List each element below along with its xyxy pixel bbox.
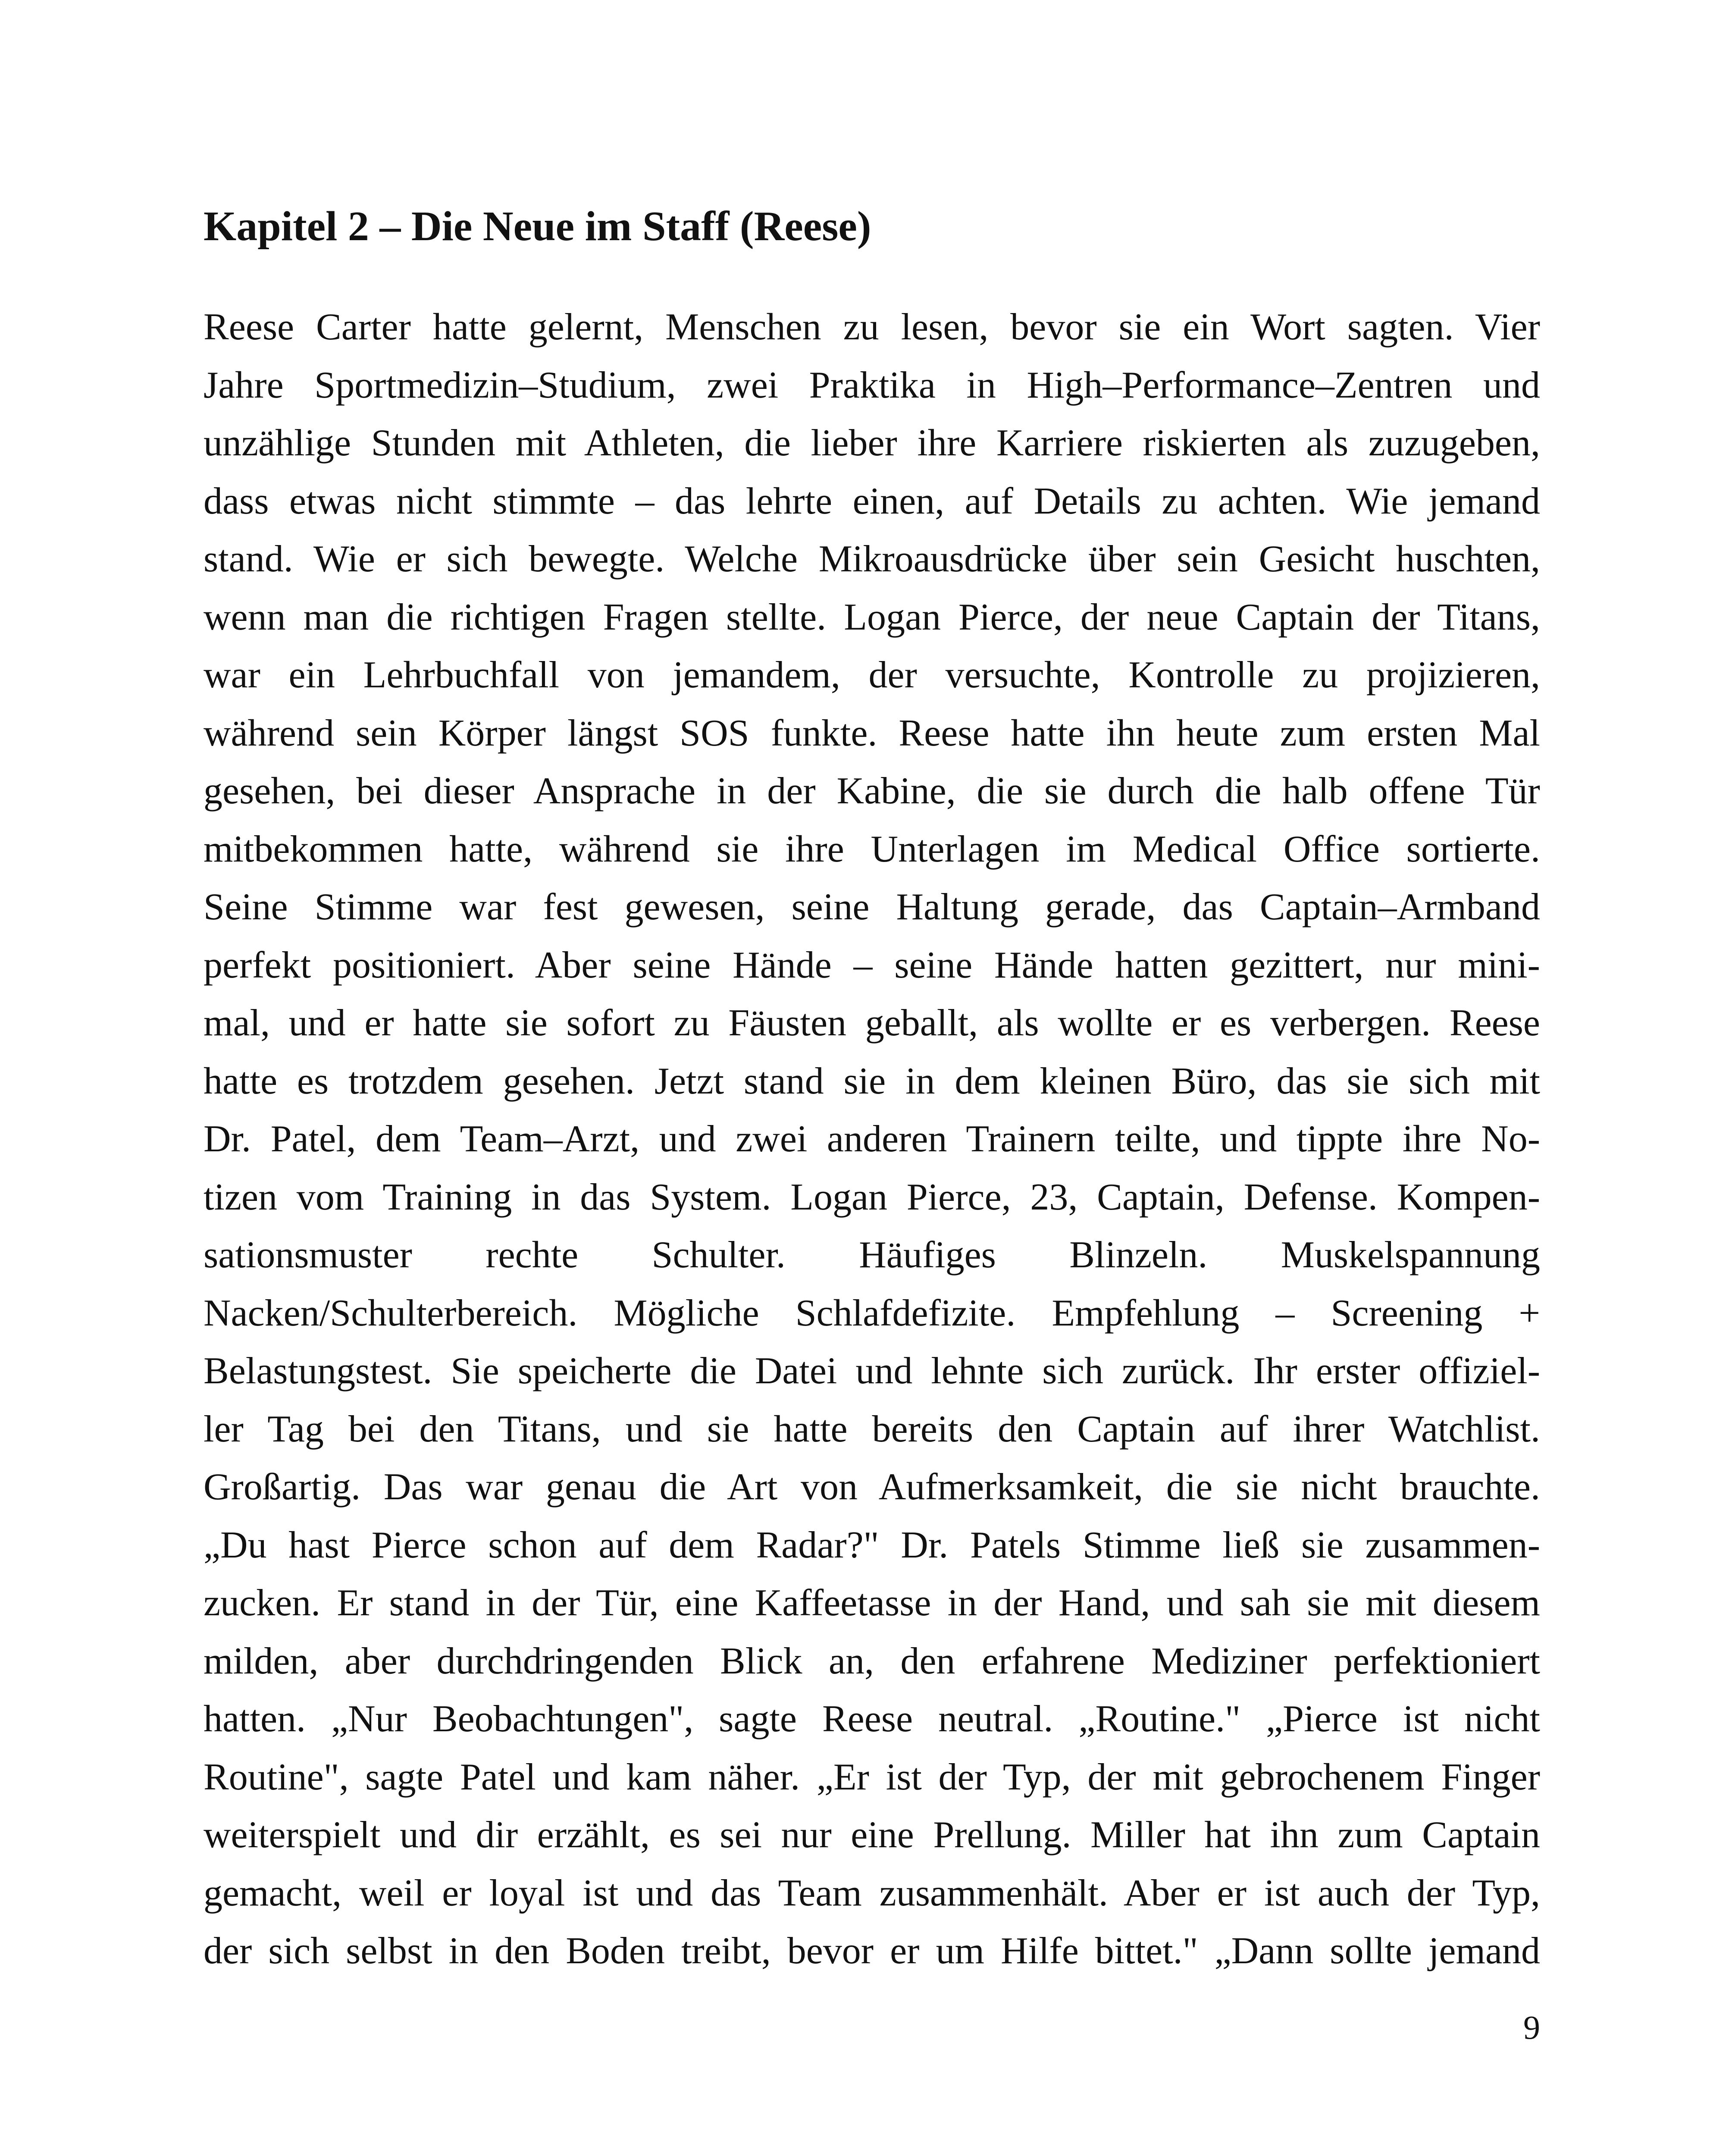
paragraph-line: stand. Wie er sich bewegte. Welche Mikroausdrücke über sein Gesicht huschten, xyxy=(204,538,1540,580)
paragraph-line: zucken. Er stand in der Tür, eine Kaffeetasse in der Hand, und sah sie mit diesem xyxy=(204,1582,1540,1624)
paragraph-line: gemacht, weil er loyal ist und das Team zusammenhält. Aber er ist auch der Typ, xyxy=(204,1872,1540,1914)
page-number: 9 xyxy=(1523,2009,1540,2046)
paragraph-line: wenn man die richtigen Fragen stellte. Logan Pierce, der neue Captain der Titans, xyxy=(204,596,1540,638)
paragraph-line: Dr. Patel, dem Team–Arzt, und zwei anderen Trainern teilte, und tippte ihre No- xyxy=(204,1118,1540,1160)
body-paragraph xyxy=(204,298,1540,1981)
paragraph-line: perfekt positioniert. Aber seine Hände – seine Hände hatten gezittert, nur mini- xyxy=(204,944,1540,986)
paragraph-line: war ein Lehrbuchfall von jemandem, der versuchte, Kontrolle zu projizieren, xyxy=(204,654,1540,696)
paragraph-line: „Du hast Pierce schon auf dem Radar?" Dr. Patels Stimme ließ sie zusammen- xyxy=(204,1524,1540,1566)
paragraph-line: mal, und er hatte sie sofort zu Fäusten geballt, als wollte er es verbergen. Reese xyxy=(204,1002,1540,1044)
paragraph-line: milden, aber durchdringenden Blick an, den erfahrene Mediziner perfektioniert xyxy=(204,1640,1540,1682)
paragraph-line: weiterspielt und dir erzählt, es sei nur eine Prellung. Miller hat ihn zum Captain xyxy=(204,1814,1540,1856)
paragraph-line: dass etwas nicht stimmte – das lehrte einen, auf Details zu achten. Wie jemand xyxy=(204,480,1540,522)
paragraph-line: Seine Stimme war fest gewesen, seine Haltung gerade, das Captain–Armband xyxy=(204,886,1540,928)
paragraph-line: hatten. „Nur Beobachtungen", sagte Reese neutral. „Routine." „Pierce ist nicht xyxy=(204,1698,1540,1740)
paragraph-line: unzählige Stunden mit Athleten, die lieber ihre Karriere riskierten als zuzugeben, xyxy=(204,422,1540,464)
paragraph-line: mitbekommen hatte, während sie ihre Unterlagen im Medical Office sortierte. xyxy=(204,828,1540,870)
paragraph-line: Routine", sagte Patel und kam näher. „Er ist der Typ, der mit gebrochenem Finger xyxy=(204,1756,1540,1798)
paragraph-line: während sein Körper längst SOS funkte. Reese hatte ihn heute zum ersten Mal xyxy=(204,712,1540,754)
paragraph-line: Nacken/Schulterbereich. Mögliche Schlafdefizite. Empfehlung – Screening + xyxy=(204,1292,1540,1334)
chapter-title: Kapitel 2 – Die Neue im Staff (Reese) xyxy=(204,203,871,250)
paragraph-line: gesehen, bei dieser Ansprache in der Kabine, die sie durch die halb offene Tür xyxy=(204,770,1540,812)
paragraph-line: tizen vom Training in das System. Logan Pierce, 23, Captain, Defense. Kompen- xyxy=(204,1176,1540,1218)
paragraph-line: sationsmuster rechte Schulter. Häufiges Blinzeln. Muskelspannung xyxy=(204,1234,1540,1276)
paragraph-line: Reese Carter hatte gelernt, Menschen zu lesen, bevor sie ein Wort sagten. Vier xyxy=(204,306,1540,348)
paragraph-line: Belastungstest. Sie speicherte die Datei und lehnte sich zurück. Ihr erster offiziel- xyxy=(204,1350,1540,1392)
paragraph-line: Großartig. Das war genau die Art von Aufmerksamkeit, die sie nicht brauchte. xyxy=(204,1466,1540,1508)
paragraph-line: hatte es trotzdem gesehen. Jetzt stand sie in dem kleinen Büro, das sie sich mit xyxy=(204,1060,1540,1102)
paragraph-line: der sich selbst in den Boden treibt, bevor er um Hilfe bittet." „Dann sollte jemand xyxy=(204,1930,1540,1972)
paragraph-line: Jahre Sportmedizin–Studium, zwei Praktika in High–Performance–Zentren und xyxy=(204,364,1540,406)
paragraph-line: ler Tag bei den Titans, und sie hatte bereits den Captain auf ihrer Watchlist. xyxy=(204,1408,1540,1450)
